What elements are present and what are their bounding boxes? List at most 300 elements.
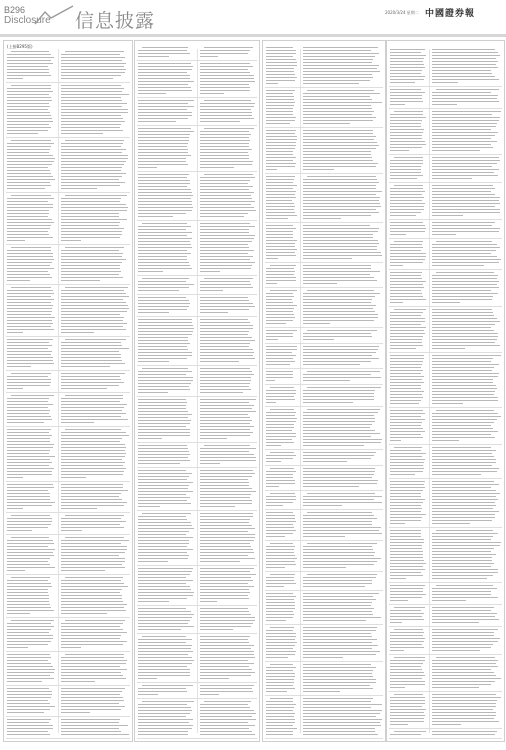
text-line — [266, 527, 294, 528]
text-line — [200, 241, 252, 242]
text-line — [266, 639, 295, 640]
text-line — [303, 719, 382, 720]
text-line — [266, 670, 293, 671]
text-line — [394, 607, 425, 608]
text-line — [436, 585, 493, 586]
text-line — [61, 240, 81, 241]
text-line — [303, 77, 373, 78]
text-line — [303, 710, 382, 711]
text-line — [200, 149, 252, 150]
text-line — [138, 253, 191, 254]
text-line — [390, 536, 421, 537]
text-line — [303, 302, 371, 303]
text-line — [390, 262, 423, 263]
text-line — [390, 641, 424, 642]
text-line — [61, 379, 121, 380]
row-rule — [6, 82, 130, 83]
text-line — [432, 511, 499, 512]
text-line — [303, 169, 334, 170]
text-line — [270, 290, 297, 291]
text-line — [394, 309, 426, 310]
text-line — [138, 195, 193, 196]
text-line — [200, 334, 248, 335]
row-rule — [389, 654, 502, 655]
text-line — [432, 318, 497, 319]
text-line — [200, 253, 248, 254]
text-line — [200, 574, 256, 575]
text-line — [303, 445, 364, 446]
text-line — [200, 386, 249, 387]
text-line — [432, 222, 495, 223]
text-line — [432, 284, 497, 285]
text-line — [7, 323, 53, 324]
text-line — [390, 718, 424, 719]
text-line — [7, 259, 54, 260]
text-line — [61, 691, 122, 692]
text-line — [303, 685, 370, 686]
text-line — [390, 566, 423, 567]
text-line — [138, 445, 187, 446]
text-line — [390, 222, 423, 223]
text-line — [61, 323, 127, 324]
text-line — [266, 215, 297, 216]
text-line — [266, 246, 295, 247]
text-line — [200, 580, 253, 581]
text-line — [7, 176, 53, 177]
text-line — [7, 521, 52, 522]
text-line — [266, 59, 296, 60]
text-line — [266, 108, 293, 109]
text-line — [61, 155, 128, 156]
text-line — [7, 641, 51, 642]
text-line — [7, 317, 55, 318]
text-line — [200, 506, 235, 507]
text-line — [266, 583, 296, 584]
text-line — [303, 452, 376, 453]
text-line — [138, 460, 190, 461]
text-line — [432, 703, 496, 704]
text-line — [61, 231, 122, 232]
text-line — [266, 552, 294, 553]
text-line — [138, 405, 186, 406]
text-line — [138, 265, 190, 266]
text-line — [432, 73, 492, 74]
text-line — [7, 363, 54, 364]
text-line — [390, 453, 426, 454]
text-line — [7, 450, 50, 451]
row-rule — [265, 490, 383, 491]
text-line — [266, 169, 277, 170]
row-rule — [137, 125, 257, 126]
text-line — [61, 299, 123, 300]
text-line — [303, 546, 372, 547]
text-line — [390, 542, 424, 543]
text-line — [390, 663, 423, 664]
text-line — [432, 591, 491, 592]
text-line — [307, 371, 380, 372]
text-line — [266, 577, 294, 578]
text-line — [432, 324, 495, 325]
text-line — [432, 55, 500, 56]
text-line — [138, 491, 193, 492]
text-line — [61, 363, 125, 364]
text-line — [432, 355, 501, 356]
text-line — [200, 595, 248, 596]
text-line — [303, 728, 375, 729]
text-line — [200, 265, 252, 266]
text-line — [200, 361, 239, 362]
text-line — [432, 560, 492, 561]
text-line — [390, 92, 425, 93]
text-line — [303, 228, 379, 229]
text-line — [266, 47, 293, 48]
text-line — [432, 632, 494, 633]
text-line — [303, 596, 373, 597]
text-line — [390, 687, 405, 688]
text-line — [61, 404, 127, 405]
text-line — [7, 592, 48, 593]
text-line — [303, 358, 379, 359]
text-line — [138, 734, 188, 735]
text-line — [390, 672, 424, 673]
text-line — [303, 283, 337, 284]
text-line — [61, 435, 129, 436]
text-line — [138, 558, 188, 559]
text-line — [61, 604, 127, 605]
row-rule — [6, 574, 130, 575]
row-rule — [6, 336, 130, 337]
text-line — [432, 403, 463, 404]
text-line — [138, 340, 188, 341]
text-line — [138, 268, 192, 269]
text-line — [200, 183, 248, 184]
text-line — [138, 69, 192, 70]
text-line — [303, 274, 370, 275]
text-line — [266, 154, 293, 155]
text-line — [61, 366, 110, 367]
text-line — [307, 290, 374, 291]
text-line — [303, 602, 372, 603]
row-rule — [389, 108, 502, 109]
text-line — [138, 186, 187, 187]
text-line — [303, 390, 375, 391]
text-line — [266, 364, 290, 365]
text-line — [390, 499, 425, 500]
text-line — [390, 379, 422, 380]
text-line — [390, 669, 422, 670]
text-line — [61, 416, 121, 417]
text-line — [61, 382, 124, 383]
text-line — [7, 570, 25, 571]
text-line — [432, 447, 491, 448]
text-line — [200, 192, 254, 193]
text-line — [7, 722, 49, 723]
text-line — [138, 112, 192, 113]
text-line — [432, 212, 500, 213]
text-line — [61, 549, 127, 550]
text-line — [303, 458, 371, 459]
text-line — [7, 586, 52, 587]
text-line — [61, 592, 120, 593]
row-rule — [389, 728, 502, 729]
text-line — [138, 192, 192, 193]
text-line — [390, 575, 423, 576]
text-line — [61, 666, 120, 667]
text-line — [61, 493, 121, 494]
text-line — [266, 280, 296, 281]
text-line — [270, 574, 295, 575]
text-line — [61, 314, 120, 315]
text-line — [303, 617, 381, 618]
page-code: B296 — [4, 5, 26, 15]
text-line — [390, 281, 426, 282]
text-line — [432, 259, 501, 260]
text-line — [390, 123, 421, 124]
text-line — [432, 566, 491, 567]
text-line — [61, 441, 120, 442]
text-line — [390, 585, 425, 586]
text-line — [200, 268, 251, 269]
text-line — [266, 412, 296, 413]
text-line — [138, 417, 188, 418]
text-line — [432, 135, 495, 136]
text-line — [432, 440, 459, 441]
text-line — [7, 441, 50, 442]
text-line — [138, 561, 168, 562]
text-line — [200, 473, 255, 474]
text-line — [138, 642, 186, 643]
text-line — [200, 389, 251, 390]
text-line — [303, 308, 373, 309]
text-line — [266, 673, 295, 674]
row-rule — [137, 220, 257, 221]
text-line — [61, 419, 128, 420]
text-line — [7, 527, 48, 528]
text-line — [61, 586, 128, 587]
text-line — [7, 185, 51, 186]
text-line — [303, 258, 352, 259]
text-line — [432, 629, 498, 630]
text-line — [432, 197, 500, 198]
text-line — [200, 232, 249, 233]
text-line — [61, 158, 128, 159]
text-line — [390, 361, 423, 362]
text-line — [61, 601, 123, 602]
text-line — [390, 434, 421, 435]
text-line — [390, 706, 422, 707]
text-line — [138, 334, 192, 335]
text-line — [138, 177, 187, 178]
panel-2 — [134, 40, 260, 742]
text-line — [390, 364, 422, 365]
text-line — [200, 448, 256, 449]
text-line — [7, 647, 28, 648]
text-line — [61, 259, 126, 260]
text-line — [303, 320, 374, 321]
text-line — [432, 379, 493, 380]
text-line — [266, 352, 292, 353]
text-line — [7, 379, 51, 380]
text-line — [303, 93, 380, 94]
text-line — [138, 84, 188, 85]
text-line — [432, 697, 501, 698]
text-line — [303, 530, 379, 531]
text-line — [432, 663, 496, 664]
text-line — [138, 271, 163, 272]
text-line — [390, 703, 425, 704]
text-line — [303, 336, 372, 337]
row-rule — [265, 384, 383, 385]
text-line — [200, 611, 249, 612]
text-line — [432, 144, 491, 145]
row-rule — [6, 651, 130, 652]
text-line — [266, 311, 293, 312]
text-line — [266, 206, 295, 207]
text-line — [303, 502, 382, 503]
text-line — [61, 170, 121, 171]
text-line — [138, 235, 187, 236]
text-line — [61, 112, 128, 113]
text-line — [432, 400, 498, 401]
text-line — [390, 578, 406, 579]
text-line — [138, 639, 192, 640]
text-line — [390, 496, 421, 497]
text-line — [200, 377, 251, 378]
text-line — [390, 287, 424, 288]
text-line — [266, 688, 295, 689]
text-line — [200, 675, 251, 676]
text-line — [7, 357, 53, 358]
text-line — [432, 456, 494, 457]
text-line — [61, 207, 128, 208]
text-line — [390, 632, 424, 633]
text-line — [432, 185, 493, 186]
text-line — [7, 691, 52, 692]
text-line — [432, 385, 496, 386]
text-line — [7, 438, 50, 439]
text-line — [432, 342, 495, 343]
text-line — [432, 394, 494, 395]
text-line — [7, 130, 48, 131]
text-line — [266, 515, 295, 516]
text-line — [266, 194, 295, 195]
text-line — [266, 50, 296, 51]
text-line — [200, 685, 254, 686]
text-line — [200, 642, 249, 643]
text-line — [390, 511, 421, 512]
text-line — [432, 718, 494, 719]
text-line — [61, 133, 103, 134]
text-line — [200, 109, 251, 110]
text-line — [432, 361, 491, 362]
text-line — [303, 249, 377, 250]
text-line — [138, 229, 186, 230]
text-line — [303, 533, 382, 534]
text-line — [432, 290, 491, 291]
text-line — [266, 314, 294, 315]
text-line — [303, 83, 359, 84]
text-line — [61, 354, 121, 355]
text-line — [61, 474, 123, 475]
text-line — [200, 639, 248, 640]
text-line — [390, 684, 425, 685]
text-line — [390, 588, 423, 589]
text-line — [7, 712, 44, 713]
text-line — [61, 638, 120, 639]
text-line — [138, 56, 169, 57]
text-line — [303, 630, 376, 631]
text-line — [7, 54, 51, 55]
text-line — [303, 567, 346, 568]
text-line — [303, 412, 378, 413]
text-line — [270, 664, 293, 665]
text-line — [303, 636, 372, 637]
text-line — [390, 290, 421, 291]
text-line — [303, 648, 372, 649]
text-line — [61, 496, 119, 497]
text-line — [266, 728, 297, 729]
text-line — [7, 225, 51, 226]
text-line — [266, 231, 293, 232]
text-line — [7, 231, 48, 232]
text-line — [432, 262, 499, 263]
text-line — [61, 237, 120, 238]
text-line — [266, 685, 293, 686]
text-line — [138, 411, 188, 412]
text-line — [138, 241, 190, 242]
text-line — [432, 459, 496, 460]
text-line — [266, 427, 294, 428]
text-line — [61, 173, 126, 174]
text-line — [7, 332, 23, 333]
text-line — [61, 97, 121, 98]
text-line — [61, 672, 121, 673]
masthead — [0, 0, 506, 36]
text-line — [303, 271, 380, 272]
text-line — [200, 213, 248, 214]
text-line — [7, 413, 49, 414]
text-line — [138, 262, 189, 263]
text-line — [303, 433, 380, 434]
text-line — [200, 340, 255, 341]
text-line — [7, 474, 52, 475]
text-line — [303, 667, 376, 668]
text-line — [200, 577, 251, 578]
text-line — [61, 164, 124, 165]
text-line — [303, 215, 371, 216]
text-line — [303, 218, 341, 219]
text-line — [138, 284, 194, 285]
text-line — [138, 256, 187, 257]
row-rule — [137, 442, 257, 443]
text-line — [138, 608, 186, 609]
text-line — [394, 241, 423, 242]
text-line — [390, 79, 424, 80]
text-line — [390, 385, 421, 386]
text-line — [138, 432, 190, 433]
text-line — [138, 506, 160, 507]
text-line — [61, 465, 123, 466]
text-line — [7, 632, 49, 633]
text-line — [390, 388, 421, 389]
text-line — [61, 69, 126, 70]
text-line — [7, 265, 50, 266]
text-line — [200, 167, 234, 168]
text-line — [7, 626, 54, 627]
text-line — [11, 287, 51, 288]
text-line — [390, 734, 421, 735]
text-line — [138, 213, 186, 214]
